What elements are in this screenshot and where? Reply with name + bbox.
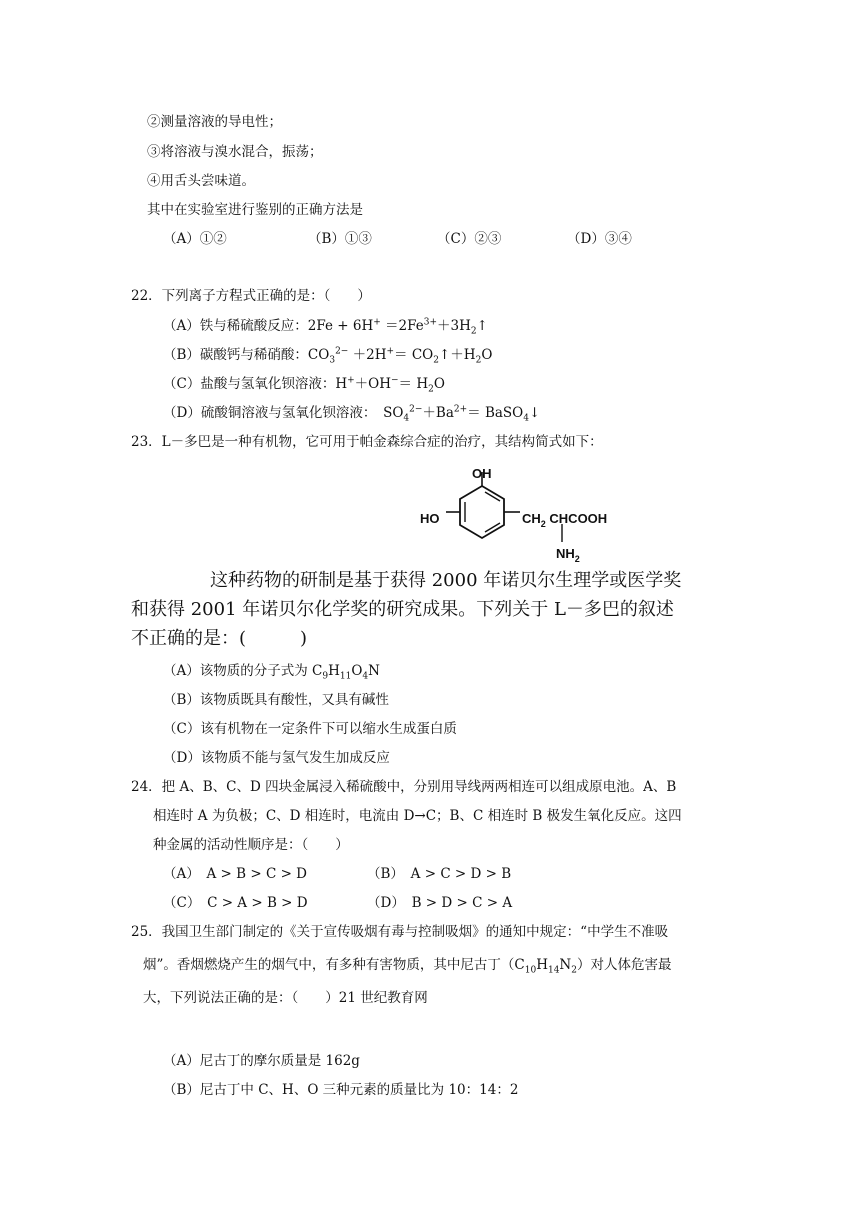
- q21-item-2: ②测量溶液的导电性；: [147, 114, 282, 130]
- q22-option-a: （A）铁与稀硫酸反应：$2Fe + 6H^+ =2Fe^{3+}+3H_2↑$: [163, 317, 488, 337]
- q22-option-b: （B）碳酸钙与稀硝酸：$CO_3^{2-} +2H^+=$ $CO_2↑+H_2O$: [163, 346, 493, 366]
- q23-option-d: （D）该物质不能与氢气发生加成反应: [163, 750, 390, 766]
- q25-option-b: （B）尼古丁中 C、H、O 三种元素的质量比为 10：14：2: [163, 1082, 519, 1098]
- q23-stem: 23．L－多巴是一种有机物，它可用于帕金森综合症的治疗，其结构简式如下：: [131, 434, 603, 450]
- q21-item-4: ④用舌头尝味道。: [147, 173, 255, 189]
- q23-paragraph-line-2: 和获得 2001 年诺贝尔化学奖的研究成果。下列关于 L－多巴的叙述: [131, 599, 674, 620]
- q22-stem: 22．下列离子方程式正确的是：（ ）: [131, 288, 371, 304]
- q23-option-c: （C）该有机物在一定条件下可以缩水生成蛋白质: [163, 721, 457, 737]
- q21-item-3: ③将溶液与溴水混合，振荡；: [147, 144, 323, 160]
- q21-option-d: （D）③④: [567, 231, 632, 247]
- l-dopa-structure-diagram: [410, 460, 640, 570]
- chain-label: $CH_2$ CHCOOH: [522, 511, 608, 529]
- q21-option-c: （C）②③: [437, 231, 502, 247]
- q21-option-a: （A）①②: [163, 231, 227, 247]
- q24-option-b: （B） A > C > D > B: [367, 866, 512, 882]
- q23-option-a: （A）该物质的分子式为 $C_9H_{11}O_4N$: [163, 663, 380, 682]
- q23-paragraph-line-3: 不正确的是：( ): [131, 628, 308, 649]
- q24-stem-line-2: 相连时 A 为负极；C、D 相连时，电流由 D→C；B、C 相连时 B 极发生氧化反应。这四: [153, 808, 682, 824]
- q21-option-b: （B）①③: [308, 231, 372, 247]
- q24-option-c: （C） C > A > B > D: [163, 895, 308, 911]
- q23-option-b: （B）该物质既具有酸性，又具有碱性: [163, 692, 389, 708]
- ho-label: HO: [420, 511, 440, 526]
- q24-stem-line-1: 24．把 A、B、C、D 四块金属浸入稀硫酸中，分别用导线两两相连可以组成原电池。A、B: [131, 779, 677, 795]
- q25-stem-line-3: 大，下列说法正确的是：（ ）21 世纪教育网: [143, 990, 428, 1006]
- q22-option-c: （C）盐酸与氢氧化钡溶液：$H^++OH^-= H_2O$: [163, 375, 445, 395]
- q24-option-a: （A） A > B > C > D: [163, 866, 308, 882]
- q23-paragraph-line-1: 这种药物的研制是基于获得 2000 年诺贝尔生理学或医学奖: [210, 570, 682, 591]
- q22-option-d: （D）硫酸铜溶液与氢氧化钡溶液： $SO_4^{2-}+Ba^{2+}=$ BaSO$_4$↓: [163, 404, 541, 424]
- q25-option-a: （A）尼古丁的摩尔质量是 162g: [163, 1053, 360, 1069]
- nh2-label: $NH_2$: [556, 546, 580, 564]
- oh-label: OH: [472, 466, 492, 481]
- q24-option-d: （D） B > D > C > A: [367, 895, 513, 911]
- q25-stem-line-2: 烟”。香烟燃烧产生的烟气中，有多种有害物质，其中尼古丁$(C_{10}H_{14}N_2)$对人体危害最: [143, 957, 672, 976]
- q24-stem-line-3: 种金属的活动性顺序是：（ ）: [153, 837, 349, 853]
- q21-stem: 其中在实验室进行鉴别的正确方法是: [147, 202, 363, 218]
- q25-stem-line-1: 25．我国卫生部门制定的《关于宣传吸烟有毒与控制吸烟》的通知中规定：“中学生不准吸: [131, 924, 669, 940]
